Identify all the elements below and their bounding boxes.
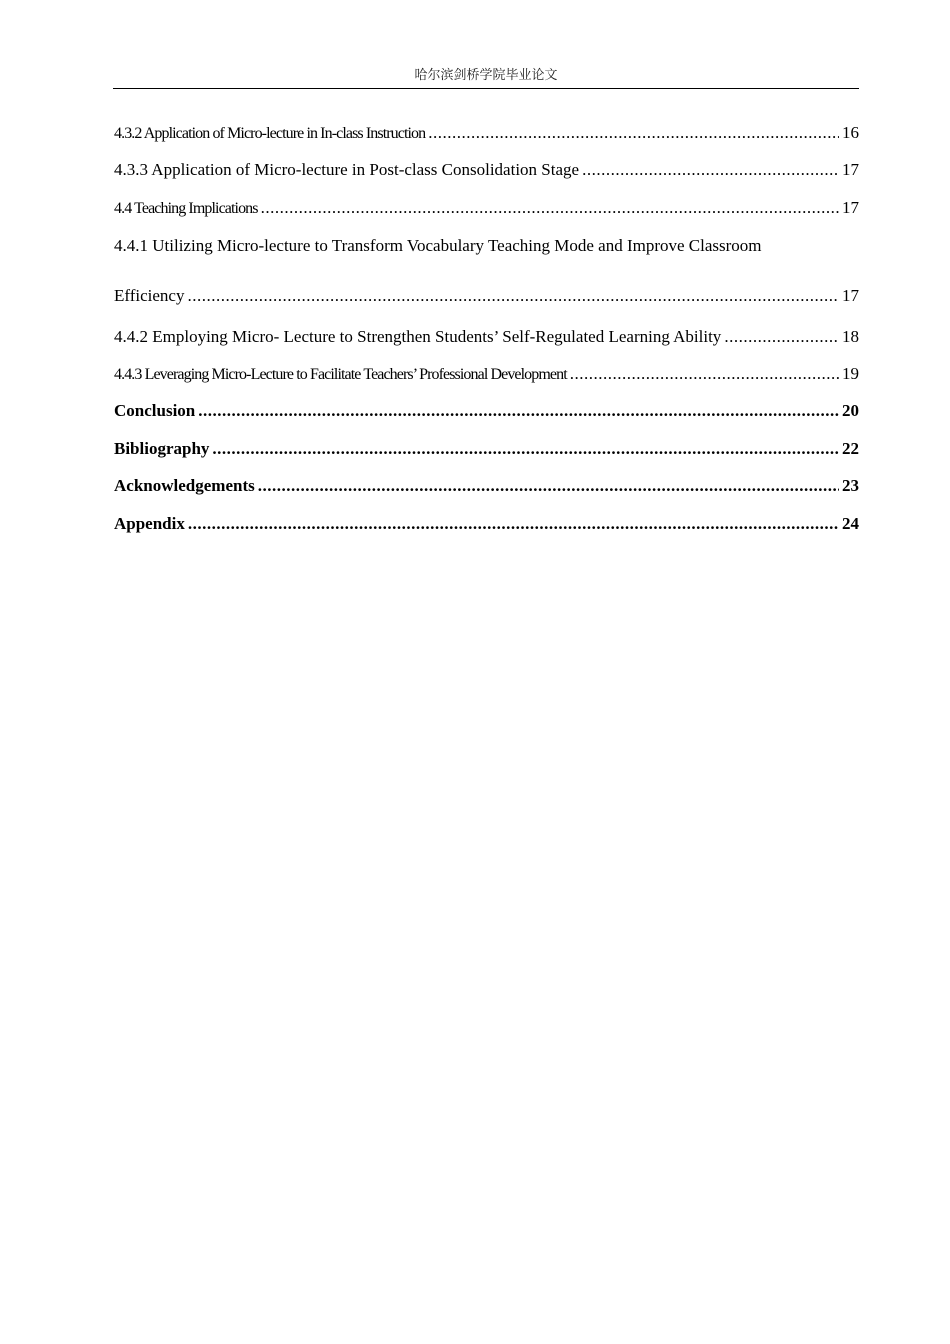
toc-entry-4-4-1-line2[interactable]: [114, 286, 859, 306]
toc-entry-title: Bibliography: [114, 439, 210, 458]
dot-leader: [570, 364, 839, 384]
toc-entry-acknowledgements[interactable]: [114, 476, 859, 496]
toc-entry-page: 23: [842, 476, 859, 495]
dot-leader: [261, 198, 839, 218]
dot-leader: [198, 401, 839, 421]
dot-leader: [724, 327, 839, 347]
toc-entry-page: 20: [842, 401, 859, 420]
toc-entry-page: 18: [842, 327, 859, 346]
toc-entry-title: 4.4.3 Leveraging Micro-Lecture to Facilitate Teachers’ Professional Development: [114, 366, 567, 383]
toc-entry-title: Conclusion: [114, 401, 196, 420]
toc-entry-bibliography[interactable]: [114, 439, 859, 459]
toc-entry-4-3-3[interactable]: [114, 160, 859, 180]
toc-entry-4-4-2[interactable]: [114, 327, 859, 347]
toc-entry-4-4-3[interactable]: [114, 364, 859, 385]
toc-entry-title: 4.3.3 Application of Micro-lecture in Post-class Consolidation Stage: [114, 160, 580, 179]
toc-entry-page: 17: [842, 286, 859, 305]
toc-entry-conclusion[interactable]: [114, 401, 859, 421]
toc-entry-title-continued: Efficiency: [114, 286, 185, 305]
toc-entry-page: 17: [842, 198, 859, 217]
toc-entry-title: Acknowledgements: [114, 476, 255, 495]
dot-leader: [187, 286, 839, 306]
toc-entry-4-4[interactable]: [114, 198, 859, 219]
toc-entry-4-3-2[interactable]: [114, 123, 859, 144]
dot-leader: [582, 160, 839, 180]
toc-entry-title: Appendix: [114, 514, 185, 533]
toc-entry-title: 4.3.2 Application of Micro-lecture in In-class Instruction: [114, 125, 426, 142]
toc-entry-appendix[interactable]: [114, 514, 859, 534]
dot-leader: [428, 123, 839, 143]
dot-leader: [258, 476, 839, 496]
dot-leader: [188, 514, 839, 534]
toc-entry-page: 22: [842, 439, 859, 458]
toc-entry-title: 4.4 Teaching Implications: [114, 200, 258, 217]
header-title: 哈尔滨剑桥学院毕业论文: [414, 68, 558, 83]
toc-entry-page: 19: [842, 364, 859, 383]
toc-entry-4-4-1-line1[interactable]: [114, 237, 774, 254]
toc-entry-page: 16: [842, 123, 859, 142]
toc-entry-title: 4.4.2 Employing Micro- Lecture to Strengthen Students’ Self-Regulated Learning Ability: [114, 327, 722, 346]
toc-entry-page: 17: [842, 160, 859, 179]
page-header: [113, 66, 859, 89]
toc-entry-title: 4.4.1 Utilizing Micro-lecture to Transform Vocabulary Teaching Mode and Improve Classroom: [114, 236, 762, 255]
dot-leader: [212, 439, 839, 459]
toc-entry-page: 24: [842, 514, 859, 533]
